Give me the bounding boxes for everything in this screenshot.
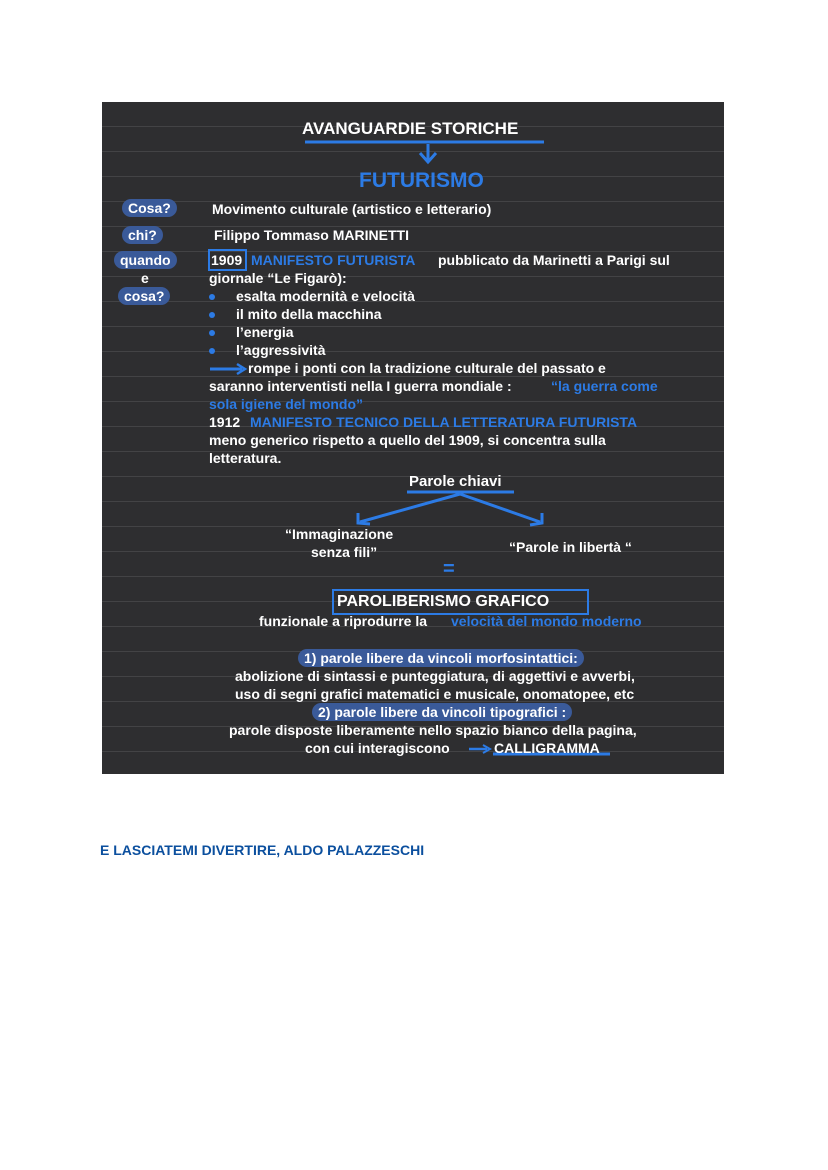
manifesto-tecnico: MANIFESTO TECNICO DELLA LETTERATURA FUTURISTA — [250, 414, 638, 430]
immaginazione-line-2: senza fili” — [311, 544, 378, 560]
point-2-line-b: con cui interagiscono — [305, 740, 450, 756]
caption-heading: E LASCIATEMI DIVERTIRE, ALDO PALAZZESCHI — [100, 842, 425, 858]
meno-text: meno generico rispetto a quello del 1909, si concentra sulla — [209, 432, 606, 448]
point-1-line-a: abolizione di sintassi e punteggiatura, di aggettivi e avverbi, — [235, 668, 635, 684]
chi-text: Filippo Tommaso MARINETTI — [214, 227, 409, 243]
branch-right — [460, 494, 540, 522]
bullet-1: esalta modernità e velocità — [236, 288, 415, 304]
label-e: e — [141, 270, 149, 286]
manifesto-futurista: MANIFESTO FUTURISTA — [251, 252, 416, 268]
funzionale-text: funzionale a riprodurre la — [259, 613, 428, 629]
label-cosa: Cosa? — [122, 199, 177, 217]
bullet-2: il mito della macchina — [236, 306, 382, 322]
quote-line-2: sola igiene del mondo” — [209, 396, 364, 412]
point-2-line-a: parole disposte liberamente nello spazio bianco della pagina, — [229, 722, 637, 738]
year-1909: 1909 — [211, 252, 243, 268]
parole-chiavi: Parole chiavi — [409, 473, 502, 490]
point-2-heading: 2) parole libere da vincoli tipografici : — [312, 703, 572, 721]
bullet-3: l’energia — [236, 324, 294, 340]
parole-liberta: “Parole in libertà “ — [509, 539, 632, 555]
bullet-dot — [209, 312, 215, 318]
label-cosa2: cosa? — [118, 287, 170, 305]
label-quando: quando — [114, 251, 177, 269]
equals-sign: = — [443, 558, 455, 580]
quote-line-1: “la guerra come — [551, 378, 658, 394]
note-image — [102, 102, 724, 774]
branch-left — [360, 494, 460, 522]
paroliberismo-grafico: PAROLIBERISMO GRAFICO — [337, 593, 550, 610]
immaginazione-line-1: “Immaginazione — [285, 526, 394, 542]
velocita-text: velocità del mondo moderno — [451, 613, 642, 629]
bullet-dot — [209, 330, 215, 336]
subtitle: FUTURISMO — [359, 169, 484, 192]
point-1-heading: 1) parole libere da vincoli morfosintattici: — [298, 649, 584, 667]
calligramma: CALLIGRAMMA — [494, 740, 600, 756]
letteratura-text: letteratura. — [209, 450, 282, 466]
year-1912: 1912 — [209, 414, 241, 430]
bullet-dot — [209, 294, 215, 300]
pubblicato-text: pubblicato da Marinetti a Parigi sul — [438, 252, 670, 268]
giornale-text: giornale “Le Figarò): — [209, 270, 347, 286]
point-1-line-b: uso di segni grafici matematici e musicale, onomatopee, etc — [235, 686, 635, 702]
rompe-text: rompe i ponti con la tradizione culturale del passato e — [248, 360, 606, 376]
saranno-text: saranno interventisti nella I guerra mondiale : — [209, 378, 512, 394]
bullet-4: l’aggressività — [236, 342, 326, 358]
bullet-dot — [209, 348, 215, 354]
title: AVANGUARDIE STORICHE — [302, 119, 519, 138]
cosa-text: Movimento culturale (artistico e letterario) — [212, 201, 492, 217]
label-chi: chi? — [122, 226, 163, 244]
